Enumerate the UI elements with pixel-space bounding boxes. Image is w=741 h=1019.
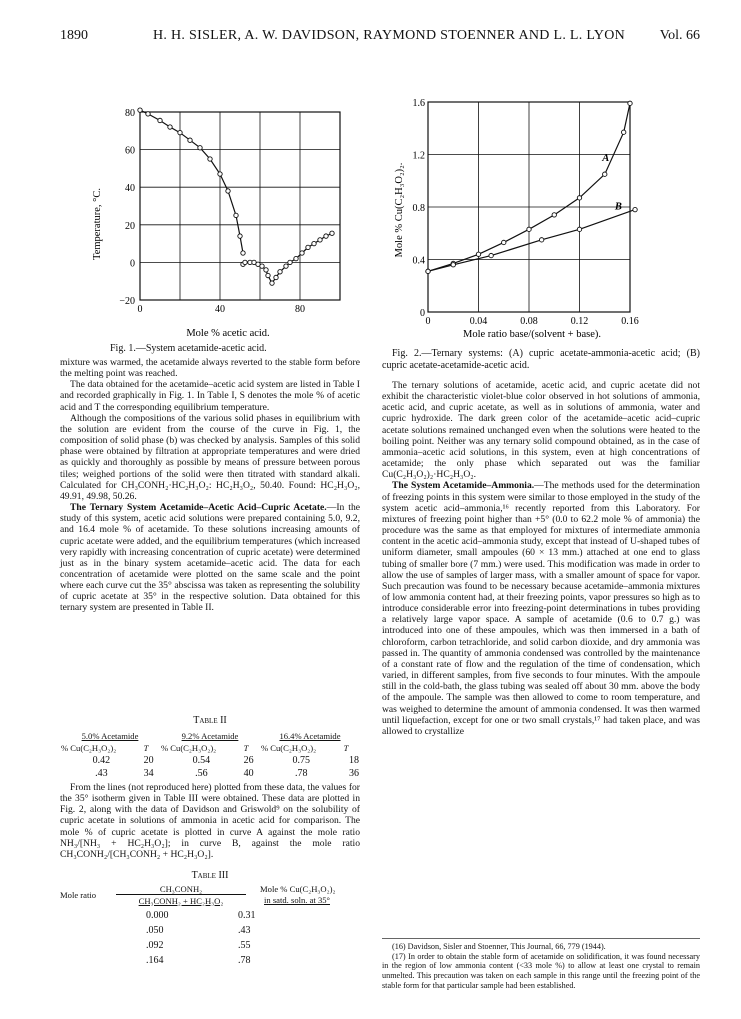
paragraph [60, 502, 360, 614]
table-cell: .56 [195, 768, 208, 779]
fig1-data-point [324, 234, 328, 238]
table-cell: .43 [238, 925, 251, 936]
fig1-data-point [278, 270, 282, 274]
fig2-data-point [502, 240, 506, 244]
table-subhead: T [343, 743, 349, 753]
fig2-xtick-label: 0.08 [520, 316, 538, 327]
fig1-data-point [288, 260, 292, 264]
fig2-data-point [476, 252, 480, 256]
fig1-data-point [146, 112, 150, 116]
fig1-data-point [238, 234, 242, 238]
section-heading: The Ternary System Acetamide–Acetic Acid–Cupric Acetate. [70, 502, 327, 514]
fig1-data-point [312, 241, 316, 245]
section-heading: The System Acetamide–Ammonia. [392, 480, 535, 492]
table-subhead: % Cu(C₂H₃O₂)₂ [61, 743, 117, 753]
table-cell: 0.42 [92, 755, 111, 766]
fig1-data-point [234, 213, 238, 217]
fig1-data-point [306, 245, 310, 249]
table-row [60, 938, 360, 953]
fig1-data-point [208, 157, 212, 161]
table-2-title: Table II [193, 715, 227, 726]
table-3 [60, 870, 360, 968]
paragraph-body: —The methods used for the determination of freezing points in this system were similar to those employed in the study of the system acetic acid–ammonia,¹⁶ recently reported from this Laboratory. For mixtures of freezing point higher than +5° (0.0 to 62.2 mole % of ammonia) the procedure was the same as that employed for mixtures of intermediate ammonia content in the acetic acid–ammonia study, except that instead of U-shaped tubes of uniform diameter, small ampoules (60 × 13 mm.) attached at one end to glass tubing of smaller bore (7 mm.) were used. This modification was made in order to allow the use of samples of larger mass, with a smaller amount of space for vapor. Such precaution was found to be necessary because acetamide–ammonia mixtures of low ammonia content had, at their freezing points, vapor pressures so high as to introduce considerable error into freezing-point determinations in tubes providing a relatively large vapor space. A sample of acetamide (0.6 to 0.7 g.) was introduced into one of these ampoules, which was then immersed in a bath of chloroform, carbon tetrachloride, and solid carbon dioxide, and dry ammonia was passed in. The quantity of ammonia condensed was controlled by the maintenance of a constant rate of flow and the regulation of the time of condensation, which varied, in different samples, from five seconds to four minutes. With the ampoule still in the cold-bath, the glass tubing was sealed off about 30 mm. above the body of the ampoule. The sample was then allowed to come to room temperature, and was weighed to determine the amount of ammonia condensed. It was then warmed until liquefaction, except for one or two small crystals,¹⁷ had taken place, and was allowed to crystallize [382, 480, 700, 737]
table-3-title: Table III [191, 870, 229, 881]
fig2-data-point [527, 227, 531, 231]
fig2-ytick-label: 1.6 [412, 98, 425, 109]
fig1-data-point [241, 251, 245, 255]
table-head: in satd. soln. at 35° [264, 895, 330, 905]
table-cell: 40 [243, 768, 254, 779]
fig2-data-point [621, 130, 625, 134]
page-header [60, 28, 700, 46]
fig1-series-line [140, 110, 243, 253]
table-cell: .164 [146, 955, 164, 966]
table-cell: 0.31 [238, 910, 256, 921]
footnote-16: (16) Davidson, Sisler and Stoenner, This Journal, 66, 779 (1944). [392, 942, 606, 951]
paragraph [382, 480, 700, 737]
table-2-grid [60, 730, 360, 780]
fig1-data-point [218, 172, 222, 176]
left-column-text [60, 357, 360, 614]
fig1-xtick-label: 40 [215, 304, 225, 315]
figure-1-chart [78, 104, 356, 342]
fig2-data-point [552, 213, 556, 217]
table-head: CH₃CONH₂ + HC₂H₃O₂ [138, 896, 224, 906]
fig2-data-point [489, 253, 493, 257]
fig1-data-point [330, 231, 334, 235]
fig2-ytick-label: 0.4 [412, 255, 425, 267]
fig1-plot-frame [140, 112, 340, 300]
table-row [60, 953, 360, 968]
fig2-label-a: A [602, 153, 610, 165]
fig2-xtick-label: 0.16 [621, 316, 639, 327]
volume-label: Vol. 66 [659, 28, 700, 43]
fig1-ytick-label: 40 [125, 183, 135, 195]
table-head: CH₃CONH₂ [116, 884, 246, 895]
fig2-ytick-label: 0.8 [412, 203, 425, 214]
table-row [60, 908, 360, 923]
fig1-data-point [264, 268, 268, 272]
fig1-data-point [284, 264, 288, 268]
fig1-data-point [294, 256, 298, 260]
fig1-ytick-label: 0 [130, 258, 135, 270]
fig2-data-point [426, 269, 430, 273]
fig2-data-point [628, 101, 632, 105]
table-3-grid [60, 908, 360, 968]
table-cell: .092 [146, 940, 164, 951]
table-cell: 26 [243, 755, 254, 766]
table-row [60, 923, 360, 938]
fig1-ytick-label: −20 [119, 296, 135, 307]
fig2-ylabel: Mole % Cu(C₂H₃O₂)₂. [394, 162, 405, 258]
fig1-xtick-label: 80 [295, 304, 305, 315]
table-cell: .43 [95, 768, 108, 779]
fig2-label-b: B [614, 201, 622, 213]
table-cell: 36 [349, 768, 359, 779]
table-cell: 18 [349, 755, 359, 766]
fig1-data-point [188, 138, 192, 142]
figure-2-caption: Fig. 2.—Ternary systems: (A) cupric acetate-ammonia-acetic acid; (B) cupric acetate-acetamide-acetic acid. [382, 348, 700, 371]
table-head: 5.0% Acetamide [81, 731, 139, 741]
fig1-xtick-label: 0 [137, 304, 143, 315]
paragraph: The ternary solutions of acetamide, acetic acid, and cupric acetate did not exhibit the characteristic violet-blue color observed in hot solutions of ammonia, acetic acid, and cupric acetate, as well as in solutions of ammonia, water and cupric hydroxide. The dark green color of the acetamide–acetic acid–cupric acetate solutions remained unchanged even when the solutions were heated to the boiling point. Neither was any ternary solid compound obtained, as in the case of ammonia–acetic acid solutions, in this system, even at high concentrations of acetamide; the only phase which separated out was the familiar Cu(C₂H₃O₂)₂·HC₂H₃O₂. [382, 380, 700, 481]
paragraph-body: —In the study of this system, acetic acid solutions were prepared containing 5.0, 9.2, and 16.4 mole % of acetamide. To these solutions increasing amounts of cupric acetate were added, and the equilibrium temperatures (which increased very rapidly with increasing concentration of cupric acetate) were determined just as in the binary system acetamide–acetic acid. The data for each concentration of acetamide were plotted on the same scale and the point where each curve cut the 35° abscissa was taken as representing the solubility of cupric acetate at 35° in the respective solution. Data obtained for this ternary system are presented in Table II. [60, 502, 360, 614]
fig2-xlabel: Mole ratio base/(solvent + base). [462, 329, 602, 340]
table-cell: .78 [295, 768, 308, 779]
table-2 [60, 715, 360, 780]
table-cell: 0.000 [146, 910, 169, 921]
paragraph: Although the compositions of the various solid phases in equilibrium with the solution are evident from the course of the curve in Fig. 1, the composition of solid phase (b) was checked by analysis. Samples of this solid phase were obtained by filtration at appropriate temperatures and were dried as quickly and thoroughly as possible by means of pressure between porous tiles; weighed portions of the solid were then titrated with standard alkali. Calculated for CH₃CONH₂·HC₂H₃O₂: HC₂H₃O₂, 50.40. Found: HC₂H₃O₂, 49.91, 49.98, 50.26. [60, 412, 360, 502]
footnotes [382, 938, 700, 991]
fig2-ytick-label: 0 [420, 308, 425, 319]
table-row [60, 767, 360, 780]
fig1-ytick-label: 20 [125, 220, 135, 232]
fig1-data-point [158, 118, 162, 122]
fig2-xtick-label: 0.04 [469, 316, 488, 327]
table-cell: .050 [146, 925, 164, 936]
running-authors: H. H. SISLER, A. W. DAVIDSON, RAYMOND STOENNER AND L. L. LYON [153, 28, 626, 43]
right-column-text [382, 380, 700, 737]
fig1-ylabel: Temperature, °C. [92, 188, 103, 260]
table-head: Mole ratio [60, 890, 97, 900]
fig1-data-point [198, 146, 202, 150]
paragraph: mixture was warmed, the acetamide always reverted to the stable form before the melting point was reached. [60, 357, 360, 380]
page-number: 1890 [60, 28, 88, 43]
table-head: 9.2% Acetamide [181, 731, 239, 741]
table-cell: .55 [238, 940, 251, 951]
table-cell: 34 [143, 768, 154, 779]
fig2-data-point [577, 227, 581, 231]
fig2-ytick-label: 1.2 [412, 150, 425, 162]
fig2-data-point [577, 196, 581, 200]
table-subhead: % Cu(C₂H₃O₂)₂ [260, 743, 317, 753]
table-subhead: T [143, 743, 149, 753]
fig2-data-point [539, 238, 543, 242]
fig1-data-point [270, 281, 274, 285]
fig1-data-point [266, 273, 270, 277]
fig1-data-point [226, 189, 230, 193]
paragraph: From the lines (not reproduced here) plotted from these data, the values for the 35° isotherm given in Table III were obtained. These data are plotted in Fig. 2, along with the data of Davidson and Griswold⁹ on the solubility of cupric acetate in solutions of ammonia in acetic acid for comparison. The mole % of cupric acetate is plotted in curve A against the mole ratio NH₃/[NH₃ + HC₂H₃O₂]; in curve B, against the mole ratio CH₃CONH₂/[CH₃CONH₂ + HC₂H₃O₂]. [60, 782, 360, 860]
fig2-xtick-label: 0.12 [570, 316, 589, 327]
fig1-ytick-label: 80 [125, 108, 135, 119]
fig1-xlabel: Mole % acetic acid. [186, 328, 270, 339]
fig1-data-point [318, 238, 322, 242]
fig2-data-point [451, 263, 455, 267]
fig2-data-point [633, 207, 637, 211]
fig1-data-point [243, 260, 247, 264]
left-column-text-2 [60, 782, 360, 860]
table-cell: 0.54 [192, 755, 211, 766]
figure-1-caption: Fig. 1.—System acetamide-acetic acid. [110, 343, 267, 354]
paragraph: The data obtained for the acetamide–acetic acid system are listed in Table I and recorded graphically in Fig. 1. In Table I, S denotes the mole % of acetic acid and T the corresponding equilibrium temperature. [60, 379, 360, 413]
fig1-data-point [274, 275, 278, 279]
table-cell: 0.75 [292, 755, 311, 766]
fig1-ytick-label: 60 [125, 145, 135, 157]
footnote-17: (17) In order to obtain the stable form of acetamide on solidification, it was found necessary in the region of low ammonia content (<33 mole %) to allow at least one crystal to remain unmelted. This precaution was taken on each sample in this range until the freezing point of the stable form for that particular sample had been established. [382, 951, 700, 990]
table-head: Mole % Cu(C₂H₃O₂)₂ [260, 884, 336, 894]
table-cell: .78 [238, 955, 251, 966]
fig2-series-line-B [428, 210, 635, 272]
fig1-data-point [260, 264, 264, 268]
table-cell: 20 [143, 755, 154, 766]
figure-2-chart [382, 92, 652, 342]
fig1-data-point [300, 251, 304, 255]
fig1-data-point [138, 108, 142, 112]
table-row [60, 754, 360, 767]
table-subhead: % Cu(C₂H₃O₂)₂ [160, 743, 217, 753]
fig2-data-point [603, 172, 607, 176]
table-head: 16.4% Acetamide [279, 731, 341, 741]
table-3-header [60, 884, 360, 908]
table-subhead: T [243, 743, 249, 753]
fig1-data-point [178, 130, 182, 134]
fig2-xtick-label: 0 [425, 316, 431, 327]
fig1-data-point [168, 125, 172, 129]
